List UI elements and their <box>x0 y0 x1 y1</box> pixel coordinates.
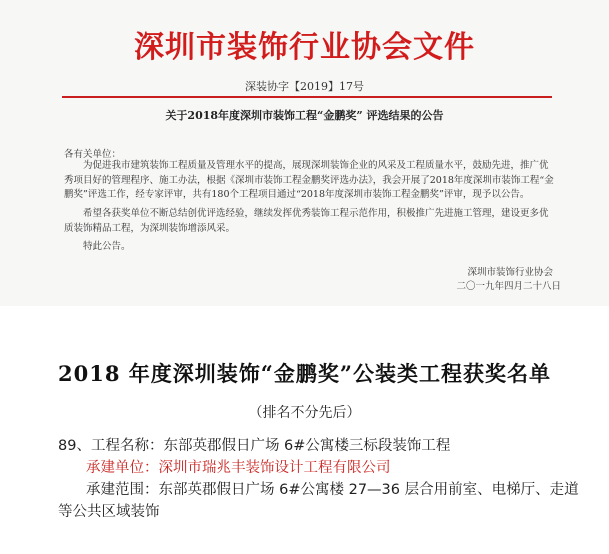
signature-organization: 深圳市装饰行业协会 <box>467 267 553 278</box>
entry-number-label: 89、工程名称： <box>58 438 164 454</box>
red-divider-line <box>62 96 552 98</box>
entry-scope-line1: 东部英郡假日广场 6#公寓楼 27—36 层合用前室、电梯厅、走道 <box>158 482 579 498</box>
document-number: 深装协字【2019】17号 <box>245 80 364 93</box>
salutation: 各有关单位： <box>64 149 122 160</box>
signature-date: 二〇一九年四月二十八日 <box>456 281 561 292</box>
award-entry-scope <box>58 479 593 501</box>
notice-title: 关于2018年度深圳市装饰工程“金鹏奖” 评选结果的公告 <box>165 109 444 122</box>
entry-project-name: 东部英郡假日广场 6#公寓楼三标段装饰工程 <box>163 438 451 454</box>
notice-paragraph: 希望各获奖单位不断总结创优评选经验，继续发挥优秀装饰工程示范作用，积极推广先进施工管理，建设更多优质装饰精品工程，为深圳装饰增添风采。 <box>64 208 549 234</box>
entry-contractor-name: 深圳市瑞兆丰装饰设计工程有限公司 <box>158 460 391 476</box>
award-list-title: 2018 年度深圳装饰“金鹏奖”公装类工程获奖名单 <box>58 361 551 386</box>
notice-paragraph: 特此公告。 <box>83 241 131 252</box>
notice-paragraph: 为促进我市建筑装饰工程质量及管理水平的提高，展现深圳装饰企业的风采及工程质量水平，鼓励先进，推广优秀项目好的管理程序、施工办法，根据《深圳市装饰工程金鹏奖评选办法》，我会开展了2018年度深圳市装饰工程“金鹏奖”评选工作，经专家评审，共有180个工程项目通过“2018年度深圳市装饰工程金鹏奖”评审，现予以公告。 <box>64 160 554 200</box>
award-entry-contractor <box>58 457 593 479</box>
entry-contractor-label: 承建单位： <box>86 460 159 476</box>
award-entry-project <box>58 435 593 457</box>
entry-scope-label: 承建范围： <box>86 482 159 498</box>
award-list-note: （排名不分先后） <box>248 405 361 421</box>
document-header-title: 深圳市装饰行业协会文件 <box>134 30 475 65</box>
award-entry-scope-continued: 等公共区域装饰 <box>58 504 160 520</box>
